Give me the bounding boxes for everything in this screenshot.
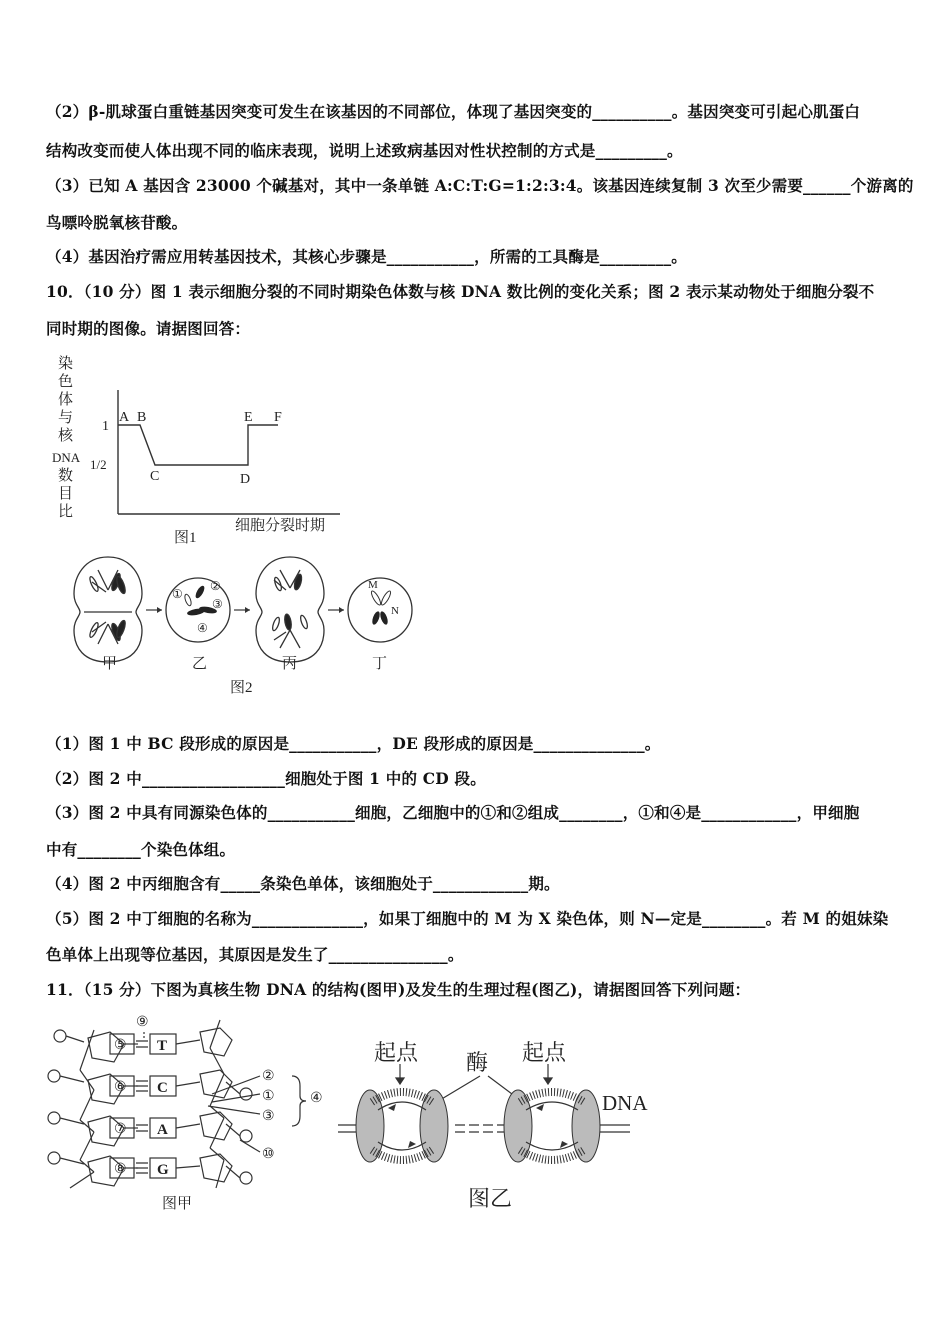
jia-num-5: ⑤	[114, 1038, 127, 1053]
figure-1-caption: 图1	[174, 530, 197, 546]
point-C: C	[150, 469, 160, 484]
cell-ding	[348, 578, 412, 642]
base-A: A	[157, 1122, 168, 1138]
q10-part1: （1）图 1 中 BC 段形成的原因是___________，DE 段形成的原因是______________。	[46, 734, 661, 753]
cell-name-yi: 乙	[192, 656, 208, 672]
cell-bing	[256, 557, 324, 662]
yi-label-4: ④	[197, 621, 208, 635]
q9-part3-line1: （3）已知 A 基因含 23000 个碱基对，其中一条单链 A:C:T:G=1:2:3:4。该基因连续复制 3 次至少需要______个游离的	[46, 176, 914, 195]
q10-part2: （2）图 2 中__________________细胞处于图 1 中的 CD 段。	[46, 769, 486, 788]
arrow-2-head	[245, 607, 250, 613]
y-tick-half: 1/2	[90, 457, 107, 472]
ding-label-N: N	[391, 605, 399, 617]
figure-2-caption: 图2	[230, 680, 253, 696]
point-D: D	[240, 472, 251, 487]
ylabel-char: 染	[58, 356, 74, 372]
dna-label: DNA	[602, 1091, 648, 1115]
arrow-3-head	[339, 607, 344, 613]
q9-part2-line2: 结构改变而使人体出现不同的临床表现，说明上述致病基因对性状控制的方式是_________。	[46, 141, 683, 160]
ylabel-char: 核	[58, 428, 74, 444]
jia-label-2: ②	[262, 1069, 275, 1084]
origin-label-2: 起点	[522, 1040, 567, 1065]
base-G: G	[157, 1162, 169, 1178]
yi-label-2: ②	[210, 579, 221, 593]
ding-label-M: M	[368, 579, 378, 591]
q9-part2-line1: （2）β-肌球蛋白重链基因突变可发生在该基因的不同部位，体现了基因突变的__________。基因突变可引起心肌蛋白	[46, 102, 861, 121]
ylabel-char: DNA	[52, 450, 81, 465]
q9-part3-line2: 鸟嘌呤脱氧核苷酸。	[46, 213, 188, 232]
point-F: F	[274, 410, 282, 425]
base-C: C	[157, 1080, 168, 1096]
jia-num-8: ⑧	[114, 1162, 127, 1177]
replication-bubble-1	[356, 1090, 448, 1162]
replication-bubble-2	[504, 1090, 600, 1162]
point-E: E	[244, 410, 253, 425]
ylabel-char: 目	[58, 486, 74, 502]
figure-jia-dna-structure	[40, 1010, 330, 1220]
cell-name-jia: 甲	[102, 656, 118, 672]
jia-num-7: ⑦	[114, 1122, 127, 1137]
point-B: B	[137, 410, 147, 425]
x-axis-label: 细胞分裂时期	[235, 518, 326, 534]
cell-jia	[74, 557, 142, 662]
q10-part3-line2: 中有________个染色体组。	[46, 840, 236, 859]
point-A: A	[119, 410, 130, 425]
q10-stem-line2: 同时期的图像。请据图回答：	[46, 319, 251, 338]
jia-label-1: ①	[262, 1089, 275, 1104]
ylabel-char: 体	[58, 392, 74, 408]
enzyme-label: 酶	[466, 1050, 489, 1075]
jia-label-9: ⑨	[136, 1015, 149, 1030]
jia-label-10: ⑩	[262, 1147, 275, 1162]
y-tick-1: 1	[102, 419, 109, 434]
q10-part4: （4）图 2 中丙细胞含有_____条染色单体，该细胞处于____________期。	[46, 874, 560, 893]
yi-label-3: ③	[212, 597, 223, 611]
figure-yi-replication	[330, 1030, 670, 1220]
ratio-curve	[118, 425, 278, 465]
cell-name-bing: 丙	[282, 656, 298, 672]
q9-part4: （4）基因治疗需应用转基因技术，其核心步骤是___________，所需的工具酶是_________。	[46, 247, 687, 266]
arrow-1-head	[157, 607, 162, 613]
jia-num-6: ⑥	[114, 1080, 127, 1095]
ylabel-char: 色	[58, 374, 74, 390]
q11-stem: 11．（15 分）下图为真核生物 DNA 的结构(图甲)及发生的生理过程(图乙)，请据图回答下列问题：	[46, 980, 751, 999]
q10-stem-line1: 10．（10 分）图 1 表示细胞分裂的不同时期染色体数与核 DNA 数比例的变化关系；图 2 表示某动物处于细胞分裂不	[46, 282, 875, 301]
ylabel-char: 比	[58, 504, 74, 520]
ylabel-char: 与	[58, 410, 74, 426]
origin-label-1: 起点	[374, 1040, 419, 1065]
ylabel-char: 数	[58, 468, 74, 484]
cell-name-ding: 丁	[372, 656, 388, 672]
q10-part5-line1: （5）图 2 中丁细胞的名称为______________，如果丁细胞中的 M 为 X 染色体，则 N—定是________。若 M 的姐妹染	[46, 909, 889, 928]
figure-2-cells	[70, 552, 420, 702]
base-T: T	[157, 1038, 168, 1054]
jia-label-4: ④	[310, 1091, 323, 1106]
jia-label-3: ③	[262, 1109, 275, 1124]
figure-1-graph	[50, 352, 360, 552]
q10-part5-line2: 色单体上出现等位基因，其原因是发生了_______________。	[46, 945, 464, 964]
figure-yi-caption: 图乙	[468, 1186, 513, 1211]
yi-label-1: ①	[172, 587, 183, 601]
q10-part3-line1: （3）图 2 中具有同源染色体的___________细胞，乙细胞中的①和②组成________，①和④是____________，甲细胞	[46, 803, 860, 822]
figure-jia-caption: 图甲	[162, 1196, 193, 1212]
cell-yi	[166, 578, 230, 642]
